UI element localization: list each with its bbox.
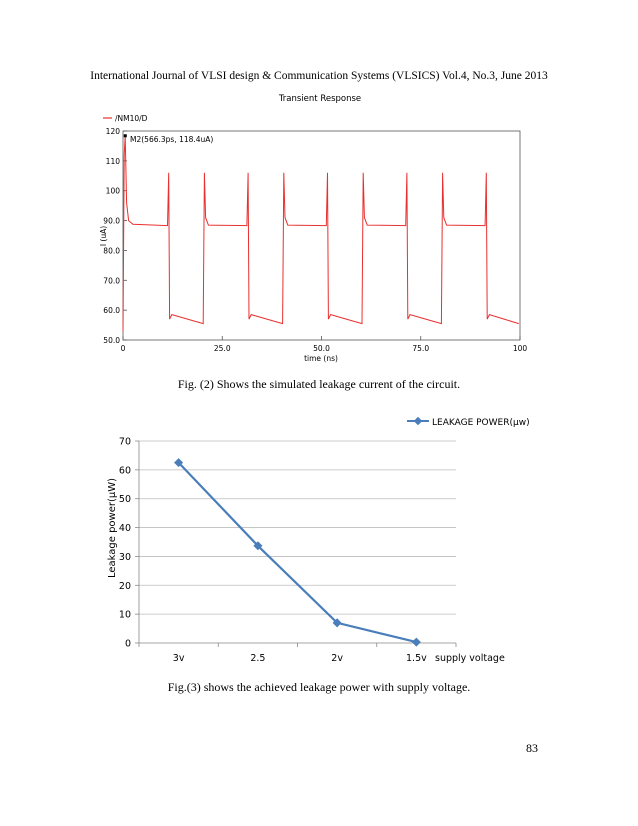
y-tick-label: 70.0 bbox=[103, 276, 120, 286]
chart-title: Transient Response bbox=[278, 94, 362, 104]
y-tick-label: 70 bbox=[118, 436, 131, 448]
y-axis-label: Leakage power(µW) bbox=[107, 477, 118, 579]
x-axis-label: supply voltage bbox=[435, 653, 505, 664]
x-tick-label: 1.5v bbox=[406, 653, 427, 664]
marker-m2 bbox=[124, 134, 127, 137]
y-tick-label: 80.0 bbox=[103, 246, 120, 256]
x-tick-label: 100 bbox=[512, 344, 528, 353]
current-waveform bbox=[123, 136, 519, 331]
x-tick-label: 50.0 bbox=[313, 344, 330, 353]
y-tick-label: 90.0 bbox=[103, 216, 120, 226]
marker-label: M2(566.3ps, 118.4uA) bbox=[130, 135, 214, 144]
x-tick-label: 2v bbox=[331, 653, 343, 664]
legend-marker bbox=[414, 417, 422, 425]
data-point bbox=[412, 638, 421, 647]
y-tick-label: 40 bbox=[118, 523, 131, 535]
transient-response-chart bbox=[99, 94, 527, 363]
x-tick-label: 2.5 bbox=[250, 653, 266, 664]
x-tick-label: 0 bbox=[120, 344, 126, 353]
x-tick-label: 3v bbox=[172, 653, 185, 664]
x-tick-label: 25.0 bbox=[213, 344, 231, 353]
figure3-caption: Fig.(3) shows the achieved leakage power with supply voltage. bbox=[167, 680, 471, 694]
legend-label: LEAKAGE POWER(µw) bbox=[432, 418, 530, 428]
x-tick-label: 75.0 bbox=[412, 344, 430, 353]
y-tick-label: 10 bbox=[118, 609, 131, 621]
y-tick-label: 20 bbox=[118, 580, 131, 592]
legend-label: /NM10/D bbox=[115, 114, 148, 123]
page-number: 83 bbox=[526, 741, 538, 755]
y-tick-label: 110 bbox=[105, 156, 120, 166]
y-tick-label: 50 bbox=[118, 494, 131, 506]
y-tick-label: 60 bbox=[118, 465, 131, 477]
journal-header: International Journal of VLSI design & Communication Systems (VLSICS) Vol.4, No.3, June 2013 bbox=[90, 70, 548, 82]
y-tick-label: 30 bbox=[118, 551, 131, 563]
x-axis-label: time (ns) bbox=[304, 354, 338, 363]
leakage-power-chart bbox=[107, 417, 530, 664]
plot-frame bbox=[123, 131, 520, 340]
series-line bbox=[179, 463, 417, 642]
y-tick-label: 50.0 bbox=[103, 336, 120, 345]
y-tick-label: 60.0 bbox=[103, 306, 120, 316]
figure2-caption: Fig. (2) Shows the simulated leakage current of the circuit. bbox=[177, 377, 461, 391]
y-tick-label: 120 bbox=[105, 127, 120, 136]
y-tick-label: 0 bbox=[124, 638, 131, 650]
y-tick-label: 100 bbox=[105, 186, 120, 196]
y-axis-label: I (uA) bbox=[99, 225, 108, 247]
